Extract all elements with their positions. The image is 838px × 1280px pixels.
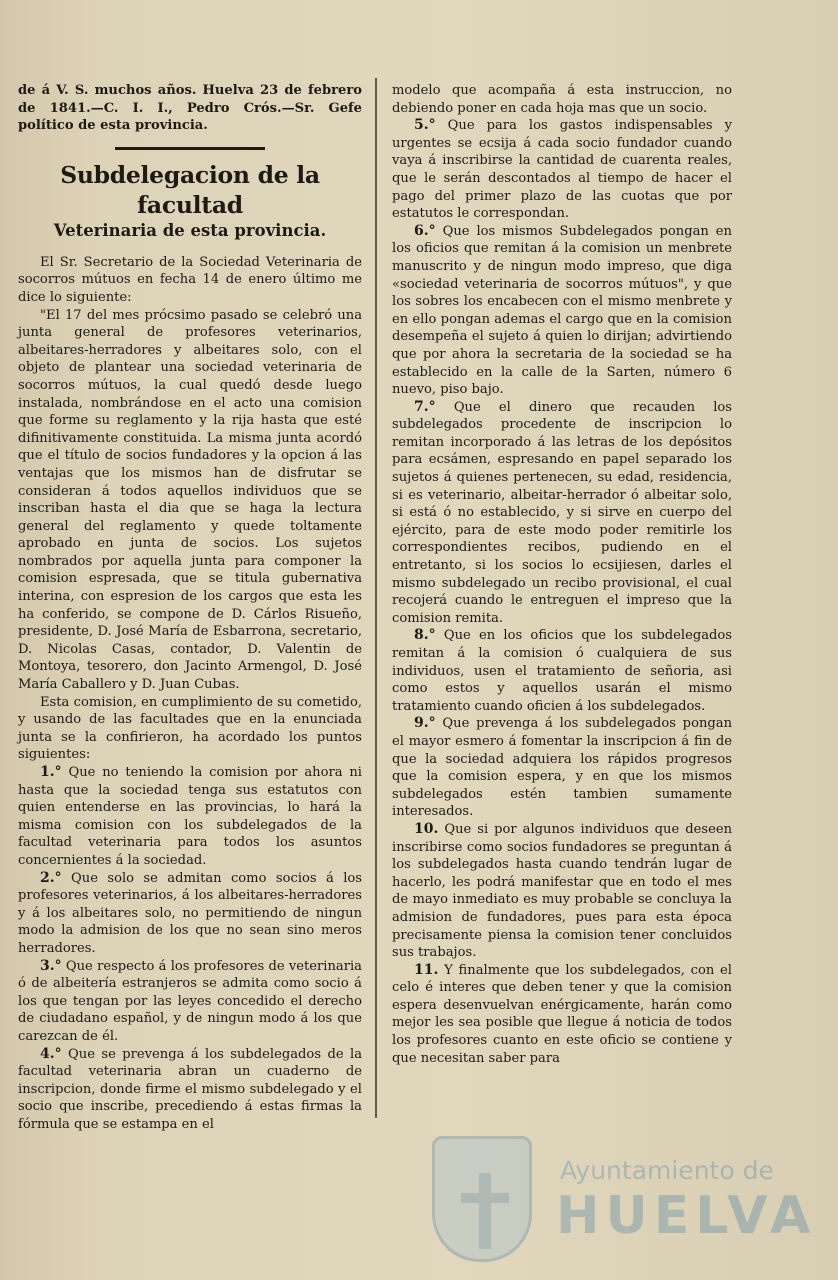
item-number: 5.° <box>414 117 436 134</box>
list-item <box>18 958 362 1046</box>
section-rule <box>115 147 265 150</box>
item-text: Que los mismos Subdelegados pongan en los oficios que remitan á la comision un menbrete manuscrito y de ningun modo impreso, que diga «sociedad veterinaria de socorros mútuos", y que los sobres los encabecen con el mismo menbrete y en ello pongan ademas el cargo que en la comision desempeña el sujeto á quien lo dirijan; advirtiendo que por ahora la secretaria de la sociedad se ha establecido en la calle de la Sarten, número 6 nuevo, piso bajo. <box>392 223 732 398</box>
item-number: 1.° <box>40 764 62 780</box>
left-column <box>18 82 362 1133</box>
item-number: 10. <box>414 820 439 837</box>
item-text: Que no teniendo la comision por ahora ni hasta que la sociedad tenga sus estatutos con quien entenderse en las provincias, lo hará la misma comision con los subdelegados de la facultad veterinaria para todos los asuntos concernientes á la sociedad. <box>18 765 362 868</box>
item-number: 11. <box>414 961 439 978</box>
list-item <box>392 399 732 628</box>
item-number: 7.° <box>414 398 436 415</box>
list-item <box>392 821 732 962</box>
watermark-line2: HUELVA <box>556 1186 817 1246</box>
list-item <box>392 627 732 715</box>
intro-paragraph: El Sr. Secretario de la Sociedad Veterinaria de socorros mútuos en fecha 14 de enero último me dice lo siguiente: <box>18 254 362 305</box>
continuation-paragraph: modelo que acompaña á esta instruccion, no debiendo poner en cada hoja mas que un socio. <box>392 83 732 116</box>
item-number: 6.° <box>414 222 436 239</box>
column-separator <box>375 78 377 1118</box>
list-item <box>18 870 362 958</box>
list-item <box>392 117 732 223</box>
item-text: Que respecto á los profesores de veterinaria ó de albeitería estranjeros se admita como socio á los que tengan por las leyes concedido el derecho de ciudadano español, y de ningun modo á los que carezcan de él. <box>18 958 362 1044</box>
item-text: Que en los oficios que los subdelegados remitan á la comision ó cualquiera de sus individuos, usen el tratamiento de señoria, asi como estos y aquellos usarán el mismo tratamiento cuando oficien á los subdelegados. <box>392 628 732 714</box>
list-item <box>392 223 732 399</box>
ayuntamiento-watermark <box>432 1118 817 1268</box>
list-item <box>18 1046 362 1134</box>
shield-icon <box>432 1136 532 1262</box>
watermark-line1: Ayuntamiento de <box>560 1156 774 1185</box>
item-number: 9.° <box>414 715 436 732</box>
right-column <box>392 82 732 1067</box>
list-item <box>392 962 732 1068</box>
item-number: 4.° <box>40 1045 62 1062</box>
section-heading: Subdelegacion de la facultad <box>60 160 320 219</box>
item-number: 3.° <box>40 957 62 974</box>
item-text: Que solo se admitan como socios á los profesores veterinarios, á los albeitares-herradores y á los albeitares solo, no permitiendo de ningun modo la admision de los que no sean sino meros herradores. <box>18 870 362 956</box>
item-text: Que para los gastos indispensables y urgentes se ecsija á cada socio fundador cuando vaya á inscribirse la cantidad de cuarenta reales, que le serán descontados al tiempo de hacer el pago del primer plazo de las cuotas que por estatutos le correspondan. <box>392 118 732 222</box>
item-text: Que si por algunos individuos que deseen inscribirse como socios fundadores se preguntan á los subdelegados hasta cuando tendrán lugar de hacerlo, les podrá manifestar que en todo el mes de mayo inmediato es muy probable se concluya la admision de fundadores, pues para esta época precisamente piensa la comision tener concluidos sus trabajos. <box>392 821 733 961</box>
item-number: 2.° <box>40 869 62 886</box>
list-item <box>392 715 732 821</box>
closing-lines: de á V. S. muchos años. Huelva 23 de febrero de 1841.—C. I. I., Pedro Crós.—Sr. Gefe político de esta provincia. <box>18 83 362 134</box>
list-item <box>18 764 362 870</box>
item-text: Que se prevenga á los subdelegados de la facultad veterinaria abran un cuaderno de inscripcion, donde firme el mismo subdelegado y el socio que inscribe, precediendo á estas firmas la fórmula que se estampa en el <box>18 1046 362 1132</box>
junta-paragraph: "El 17 del mes prócsimo pasado se celebró una junta general de profesores veterinarios, albeitares-herradores y albeitares solo, con el objeto de plantear una sociedad veterinaria de socorros mútuos, la cual quedó desde luego instalada, nombrándose en el acto una comision que forme su reglamento y la rija hasta que esté difinitivamente constituida. La misma junta acordó que el título de socios fundadores y la opcion á las ventajas que los mismos han de disfrutar se consideran á todos aquellos individuos que se inscriban hasta el dia que se haga la lectura general del reglamento y quede toltamente aprobado en junta de socios. Los sujetos nombrados por aquella junta para componer la comision espresada, que se titula gubernativa interina, con espresion de los cargos que esta les ha conferido, se compone de D. Cárlos Risueño, presidente, D. José María de Esbarrona, secretario, D. Nicolas Casas, contador, D. Valentin de Montoya, tesorero, don Jacinto Armengol, D. José María Caballero y D. Juan Cubas. <box>18 307 362 693</box>
comision-paragraph: Esta comision, en cumplimiento de su cometido, y usando de las facultades que en la enunciada junta se la confirieron, ha acordado los puntos siguientes: <box>18 694 362 763</box>
item-number: 8.° <box>414 627 436 644</box>
item-text: Que el dinero que recauden los subdelegados procedente de inscripcion lo remitan incorporado á las letras de los depósitos para ecsámen, espresando en papel separado los sujetos á quienes pertenecen, su edad, residencia, si es veterinario, albeitar-herrador ó albeitar solo, si está ó no establecido, y si sirve en cuerpo del ejército, para de este modo poder remitirle los correspondientes recibos, pudiendo en el entretanto, si los socios lo ecsijiesen, darles el mismo subdelegado un recibo provisional, el cual recojerá cuando le entreguen el impreso que la comision remita. <box>392 399 732 626</box>
item-text: Que prevenga á los subdelegados pongan el mayor esmero á fomentar la inscripcion á fin de que la sociedad adquiera los rápidos progresos que la comision espera, y en que los mismos subdelegados estén tambien sumamente interesados. <box>392 716 733 820</box>
item-text: Y finalmente que los subdelegados, con el celo é interes que deben tener y que la comision espera desenvuelvan enérgicamente, harán como mejor les sea posible que llegue á noticia de todos los profesores cuanto en este oficio se contiene y que necesitan saber para <box>392 962 732 1066</box>
section-subheading: Veterinaria de esta provincia. <box>53 220 327 240</box>
